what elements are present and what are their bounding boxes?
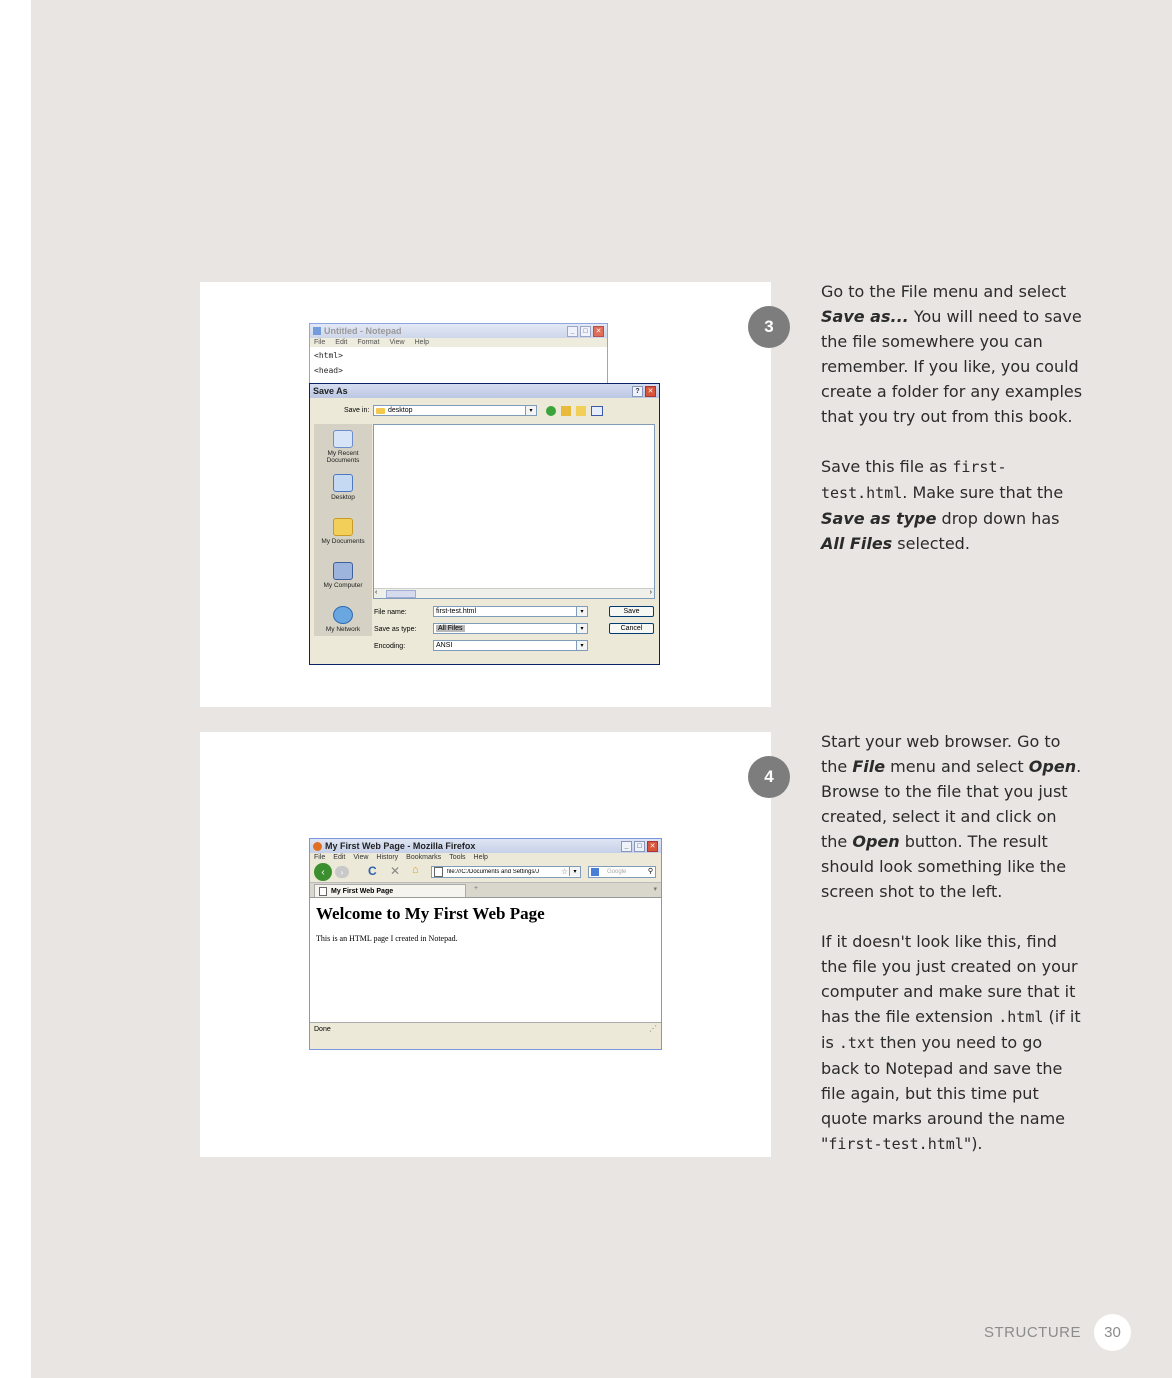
encoding-value: ANSI [436,642,453,649]
text: (if it is [821,1007,1081,1052]
scroll-right-icon[interactable]: › [649,589,652,596]
emphasis: All Files [821,534,893,553]
emphasis: Open [852,832,900,851]
text: You will need to save the file somewhere you can remember. If you like, you could create a folder for any examples that you try out from this book. [821,307,1083,426]
encoding-label: Encoding: [374,643,406,650]
text: . Browse to the file that you just created, select it and click on the [821,757,1082,851]
encoding-select[interactable] [433,640,588,651]
save-as-titlebar [310,384,659,398]
chevron-down-icon: ▾ [576,624,587,633]
page-body-text: This is an HTML page I created in Notepad. [316,934,458,943]
place-label: My Network [325,626,361,633]
code-filename: first-test.html [828,1135,964,1153]
menu-tools[interactable]: Tools [449,854,466,861]
forward-icon[interactable]: › [335,866,349,878]
firefox-titlebar [310,839,661,853]
status-text: Done [314,1026,331,1033]
folder-icon [376,408,385,414]
close-icon[interactable]: ✕ [593,326,604,337]
firefox-title: My First Web Page - Mozilla Firefox [325,841,476,851]
place-my-network[interactable] [314,606,372,633]
place-my-computer[interactable] [314,562,372,589]
scroll-thumb[interactable] [386,590,416,598]
tab-label: My First Web Page [331,887,394,895]
save-type-label: Save as type: [374,626,417,633]
maximize-icon[interactable]: □ [580,326,591,337]
firefox-menubar [310,853,661,862]
close-icon[interactable]: ✕ [647,841,658,852]
reload-icon[interactable]: C [368,864,377,878]
menu-history[interactable]: History [376,854,399,861]
text: button. The result should look something like the screen shot to the left. [821,832,1067,901]
place-label: My Recent Documents [326,450,360,464]
code-extension: .txt [838,1034,875,1052]
menu-bookmarks[interactable]: Bookmarks [406,854,442,861]
step-4-badge: 4 [748,756,790,798]
menu-edit[interactable]: Edit [333,854,346,861]
resize-grip-icon[interactable]: ⋰ [649,1024,657,1033]
notepad-menubar [310,338,607,347]
menu-view[interactable]: View [389,339,405,346]
text: Save this file as [821,457,953,476]
cancel-button[interactable]: Cancel [609,623,654,634]
save-in-value: desktop [388,407,413,414]
place-desktop[interactable] [314,474,372,501]
save-button[interactable]: Save [609,606,654,617]
text: then you need to go back to Notepad and save the file again, but this time put quote marks around the name " [821,1033,1066,1153]
menu-file[interactable]: File [314,339,326,346]
file-name-label: File name: [374,609,407,616]
computer-icon [333,562,353,580]
address-bar[interactable] [431,866,581,878]
file-name-value: first-test.html [436,608,477,615]
emphasis: File [852,757,886,776]
place-label: My Documents [321,538,365,545]
notepad-line: <html> [314,351,343,360]
save-in-row [310,405,661,419]
save-type-select[interactable] [433,623,588,634]
minimize-icon[interactable]: _ [567,326,578,337]
chevron-down-icon: ▾ [576,641,587,650]
menu-edit[interactable]: Edit [335,339,348,346]
chevron-down-icon: ▾ [569,867,580,876]
emphasis: Save as... [821,307,909,326]
search-icon[interactable]: ⚲ [647,868,653,875]
emphasis: Open [1028,757,1077,776]
save-type-value: All Files [438,625,463,632]
text: "). [963,1134,983,1153]
tab-my-first-web-page[interactable] [314,884,466,897]
page-icon [434,867,443,877]
step3-paragraph-1 [821,279,1083,429]
firefox-window [309,838,662,1050]
desktop-icon [333,474,353,492]
step3-paragraph-2 [821,454,1083,556]
notepad-app-icon [313,327,321,335]
network-icon [333,606,353,624]
new-tab-icon[interactable]: + [474,885,479,892]
step4-screenshot-panel [200,732,771,1157]
text: selected. [892,534,970,553]
text: . Make sure that the [902,483,1064,502]
search-engine-icon [591,868,599,876]
menu-file[interactable]: File [314,854,326,861]
save-as-title: Save As [313,386,348,396]
browser-content [310,897,661,1022]
menu-view[interactable]: View [353,854,369,861]
up-folder-icon[interactable] [561,406,571,416]
save-in-select[interactable] [373,405,537,416]
place-recent[interactable] [314,430,372,464]
notepad-title: Untitled - Notepad [324,326,402,336]
page-icon [319,887,327,896]
place-my-documents[interactable] [314,518,372,545]
text: drop down has [936,509,1060,528]
menu-help[interactable]: Help [414,339,429,346]
save-as-dialog [309,383,660,665]
recent-documents-icon [333,430,353,448]
text: menu and select [885,757,1029,776]
bookmark-star-icon[interactable]: ☆ [560,867,568,876]
tab-strip [310,882,661,897]
home-icon[interactable]: ⌂ [412,864,419,876]
save-in-label: Save in: [344,407,370,414]
step4-instructions [821,729,1083,1182]
navigation-toolbar [310,862,661,882]
back-icon[interactable] [546,406,556,416]
code-extension: .html [998,1008,1044,1026]
step3-screenshot-panel [200,282,771,707]
menu-help[interactable]: Help [473,854,488,861]
file-list[interactable] [373,424,655,599]
close-icon[interactable]: ✕ [645,386,656,397]
places-bar [314,424,372,636]
notepad-line: <head> [314,366,343,375]
text: Go to the File menu and select [821,282,1067,301]
maximize-icon[interactable]: □ [634,841,645,852]
help-icon[interactable]: ? [632,386,643,397]
place-label: My Computer [323,582,363,589]
text: Start your web browser. Go to the [821,732,1061,776]
page-heading: Welcome to My First Web Page [316,904,545,923]
minimize-icon[interactable]: _ [621,841,632,852]
footer-section-label: STRUCTURE [984,1324,1081,1341]
menu-format[interactable]: Format [357,339,380,346]
views-menu-icon[interactable] [591,406,603,416]
scroll-left-icon[interactable]: ‹ [375,589,378,596]
status-bar [310,1022,661,1036]
address-value: file:///C:/Documents and Settings/J [447,869,540,875]
back-icon[interactable]: ‹ [314,863,332,881]
chevron-down-icon: ▾ [576,607,587,616]
horizontal-scrollbar[interactable] [374,588,654,598]
notepad-titlebar [310,324,607,338]
code-filename: first-test.html [821,458,1007,502]
step-3-badge: 3 [748,306,790,348]
documents-folder-icon [333,518,353,536]
step4-paragraph-1 [821,729,1083,904]
step4-paragraph-2 [821,929,1083,1157]
file-name-input[interactable] [433,606,588,617]
chevron-down-icon: ▾ [525,406,536,415]
new-folder-icon[interactable] [576,406,586,416]
text: If it doesn't look like this, find the file you just created on your computer and make sure that it has the file extension [821,932,1078,1026]
step3-instructions [821,279,1083,581]
stop-icon[interactable]: ✕ [390,864,401,878]
search-placeholder: Google [607,869,627,875]
emphasis: Save as type [821,509,937,528]
firefox-icon [313,842,322,851]
tab-list-icon[interactable]: ▾ [653,886,657,893]
search-box[interactable] [588,866,656,878]
place-label: Desktop [331,494,355,501]
page-number: 30 [1094,1314,1131,1351]
